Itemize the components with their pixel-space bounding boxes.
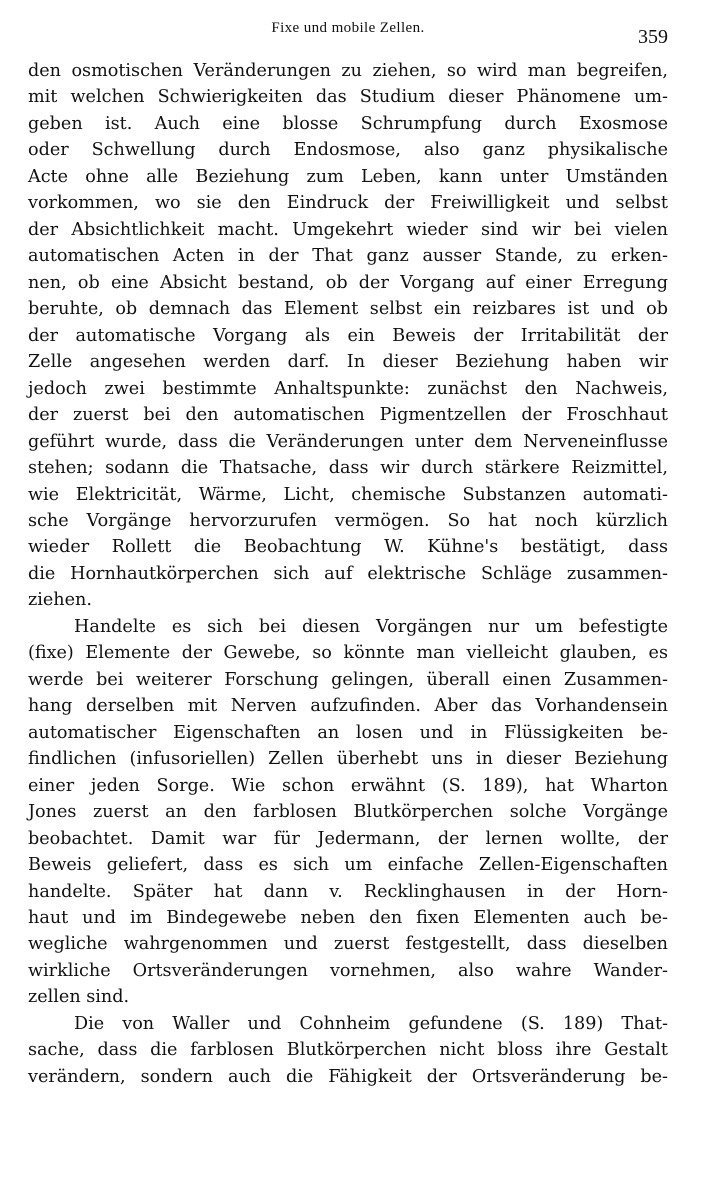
paragraph-start-line: Die von Waller und Cohnheim gefundene (S. 189) That- [74, 1013, 668, 1034]
text-line: beruhte, ob demnach das Element selbst ein reizbares ist und ob [28, 299, 668, 320]
text-line: Beweis geliefert, dass es sich um einfache Zellen-Eigenschaften [28, 855, 668, 876]
text-line: der automatische Vorgang als ein Beweis der Irritabilität der [28, 325, 668, 346]
paragraph-start-line: Handelte es sich bei diesen Vorgängen nur um befestigte [74, 616, 668, 637]
text-line: wieder Rollett die Beobachtung W. Kühne's bestätigt, dass [28, 537, 668, 558]
text-line: Zelle angesehen werden darf. In dieser Beziehung haben wir [28, 352, 668, 373]
text-line: automatischer Eigenschaften an losen und in Flüssigkeiten be- [28, 722, 668, 743]
text-line: automatischen Acten in der That ganz ausser Stande, zu erken- [28, 246, 668, 267]
text-line: haut und im Bindegewebe neben den fixen Elementen auch be- [28, 908, 668, 928]
text-line: der Absichtlichkeit macht. Umgekehrt wieder sind wir bei vielen [28, 219, 668, 240]
paragraph-end-line: ziehen. [28, 590, 92, 611]
running-title: Fixe und mobile Zellen. [271, 20, 425, 36]
text-line: findlichen (infusoriellen) Zellen überhebt uns in dieser Beziehung [28, 749, 668, 770]
text-line: den osmotischen Veränderungen zu ziehen, so wird man begreifen, [28, 61, 668, 81]
text-line: Acte ohne alle Beziehung zum Leben, kann unter Umständen [28, 166, 668, 187]
text-line: oder Schwellung durch Endosmose, also ganz physikalische [28, 140, 668, 161]
text-line: jedoch zwei bestimmte Anhaltspunkte: zunächst den Nachweis, [28, 378, 668, 399]
text-line: werde bei weiterer Forschung gelingen, überall einen Zusammen- [28, 669, 668, 690]
text-line: sche Vorgänge hervorzurufen vermögen. So hat noch kürzlich [28, 510, 668, 531]
text-line: mit welchen Schwierigkeiten das Studium dieser Phänomene um- [28, 87, 668, 108]
running-head [28, 12, 668, 48]
text-line: sache, dass die farblosen Blutkörperchen nicht bloss ihre Gestalt [28, 1040, 668, 1061]
text-line: hang derselben mit Nerven aufzufinden. Aber das Vorhandensein [28, 696, 668, 717]
body-text [28, 58, 668, 1090]
page-number: 359 [638, 26, 668, 48]
text-line: einer jeden Sorge. Wie schon erwähnt (S. 189), hat Wharton [28, 775, 668, 796]
text-line: geben ist. Auch eine blosse Schrumpfung durch Exosmose [28, 113, 668, 134]
text-line: wirkliche Ortsveränderungen vornehmen, also wahre Wander- [28, 960, 668, 981]
text-line: stehen; sodann die Thatsache, dass wir durch stärkere Reizmittel, [28, 458, 668, 479]
text-line: wegliche wahrgenommen und zuerst festgestellt, dass dieselben [28, 934, 668, 955]
text-line: handelte. Später hat dann v. Recklinghausen in der Horn- [28, 881, 668, 902]
text-line: (fixe) Elemente der Gewebe, so könnte man vielleicht glauben, es [28, 643, 668, 664]
text-line: beobachtet. Damit war für Jedermann, der lernen wollte, der [28, 828, 668, 849]
text-line: wie Elektricität, Wärme, Licht, chemische Substanzen automati- [28, 484, 668, 505]
text-line: der zuerst bei den automatischen Pigmentzellen der Froschhaut [28, 405, 668, 426]
text-line: die Hornhautkörperchen sich auf elektrische Schläge zusammen- [28, 563, 668, 584]
paragraph-end-line: zellen sind. [28, 987, 130, 1008]
text-line: vorkommen, wo sie den Eindruck der Freiwilligkeit und selbst [28, 193, 668, 214]
text-line: geführt wurde, dass die Veränderungen unter dem Nerveneinflusse [28, 431, 668, 452]
text-line: nen, ob eine Absicht bestand, ob der Vorgang auf einer Erregung [28, 272, 668, 293]
text-line: verändern, sondern auch die Fähigkeit der Ortsveränderung be- [28, 1066, 668, 1087]
text-line: Jones zuerst an den farblosen Blutkörperchen solche Vorgänge [28, 802, 668, 823]
